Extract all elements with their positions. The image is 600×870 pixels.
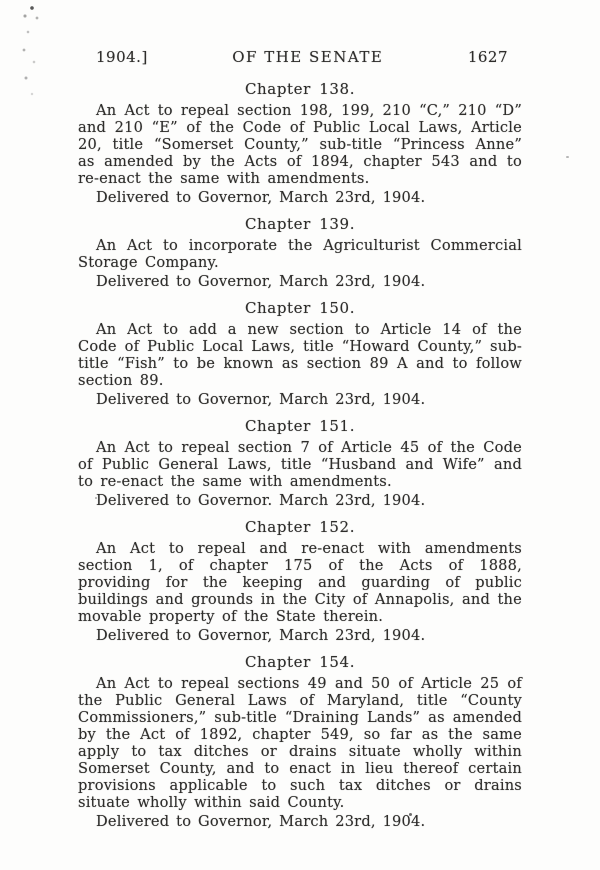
delivery-line: Delivered to Governor. March 23rd, 1904. [96,492,426,509]
chapter-section [78,518,522,644]
chapter-heading: Chapter 150. [244,299,356,317]
header-page-number: 1627 [467,48,508,66]
chapter-section [78,80,522,206]
delivery-line: Delivered to Governor, March 23rd, 1904. [96,391,426,408]
act-paragraph: An Act to repeal section 7 of Article 45 of the Code of Public General Laws, title “Husband and Wife” and to re-enact the same with amendments. [78,439,522,490]
chapter-heading: Chapter 139. [244,215,356,233]
page-header [78,48,522,66]
page-content [78,48,522,830]
chapter-heading: Chapter 152. [244,518,356,536]
scan-artifact [566,156,569,158]
delivery-line: Delivered to Governor, March 23rd, 1904. [96,627,426,644]
act-paragraph: An Act to repeal sections 49 and 50 of Article 25 of the Public General Laws of Maryland, title “County Commissioners,” sub-title “Draining Lands” as amended by the Act of 1892, chapter 549, so far as the same apply to tax ditches or drains situate wholly within Somerset County, and to enact in lieu thereof certain provisions applicable to such tax ditches or drains situate wholly within said County. [78,675,522,811]
act-paragraph: An Act to incorporate the Agriculturist Commercial Storage Company. [78,237,522,271]
chapter-section [78,299,522,408]
act-paragraph: An Act to repeal and re-enact with amendments section 1, of chapter 175 of the Acts of 1888, providing for the keeping and guarding of public buildings and grounds in the City of Annapolis, and the movable property of the State therein. [78,540,522,625]
delivery-line: Delivered to Governor, March 23rd, 1904. [96,273,426,290]
chapter-heading: Chapter 154. [244,653,356,671]
delivery-line: Delivered to Governor, March 23rd, 1904. [96,813,426,830]
chapter-section [78,653,522,830]
header-year: 1904.] [96,48,148,66]
chapter-heading: Chapter 138. [244,80,356,98]
act-paragraph: An Act to add a new section to Article 14 of the Code of Public Local Laws, title “Howard County,” sub-title “Fish” to be known as section 89 A and to follow section 89. [78,321,522,389]
chapter-heading: Chapter 151. [244,417,356,435]
chapter-section [78,215,522,290]
chapter-section [78,417,522,509]
act-paragraph: An Act to repeal section 198, 199, 210 “C,” 210 “D” and 210 “E” of the Code of Public Local Laws, Article 20, title “Somerset County,” sub-title “Princess Anne” as amended by the Acts of 1894, chapter 543 and to re-enact the same with amendments. [78,102,522,187]
header-title: OF THE SENATE [232,48,384,66]
scan-artifact [20,2,44,112]
delivery-line: Delivered to Governor, March 23rd, 1904. [96,189,426,206]
